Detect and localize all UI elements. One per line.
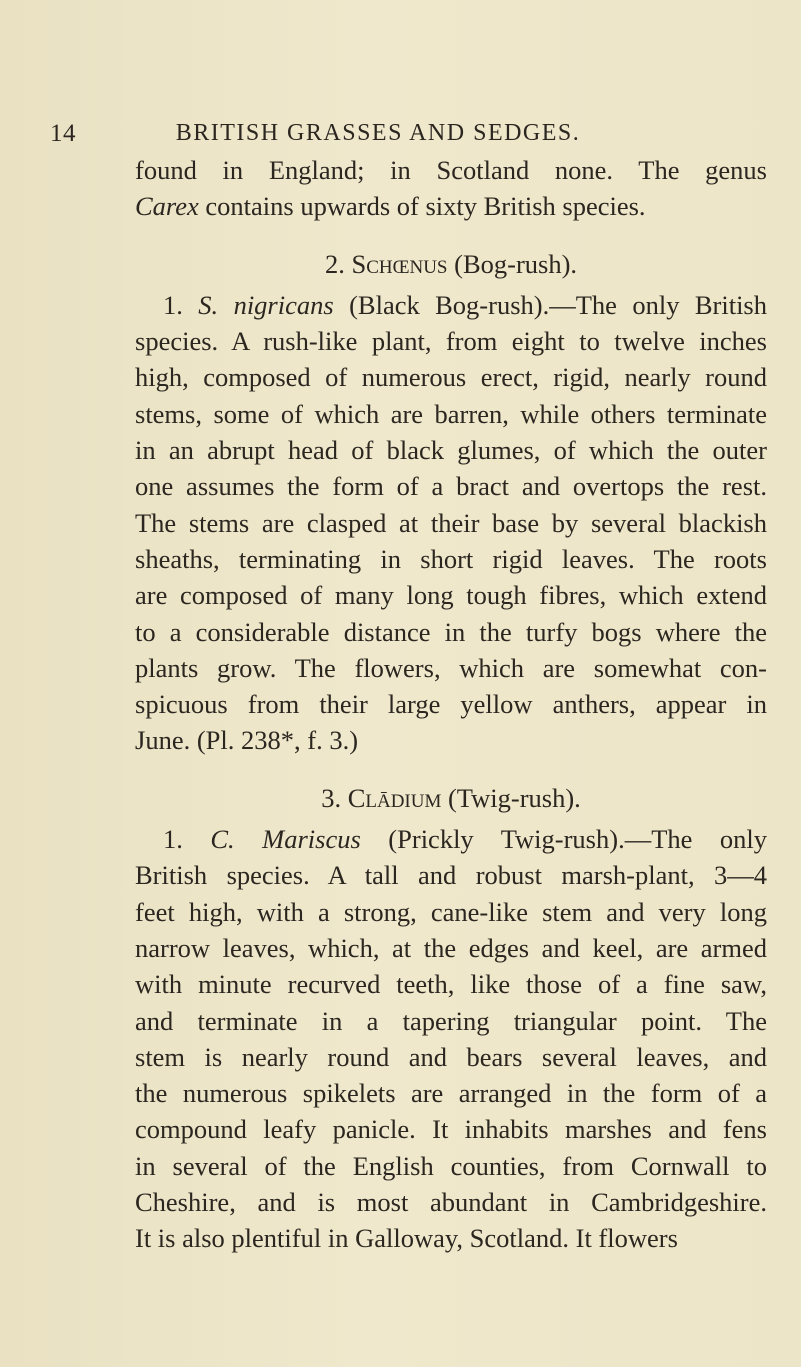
- text-line: to a considerable distance in the turfy bogs where the: [135, 616, 767, 647]
- text-line: narrow leaves, which, at the edges and keel, are armed: [135, 932, 767, 963]
- genus-number: 2.: [324, 248, 345, 279]
- text-line: in several of the English counties, from Cornwall to: [135, 1150, 767, 1181]
- genus-name: Clādium: [347, 782, 442, 813]
- text-line: the numerous spikelets are arranged in the form of a: [135, 1078, 767, 1109]
- text-line: found in England; in Scotland none. The genus: [135, 155, 767, 185]
- text-line: and terminate in a tapering triangular point. The: [135, 1005, 767, 1036]
- text-line: are composed of many long tough fibres, which extend: [135, 580, 767, 611]
- text-line: June. (Pl. 238*, f. 3.): [135, 725, 359, 756]
- text-line: 1. S. nigricans (Black Bog-rush).—The only British: [163, 289, 767, 320]
- text-line: stems, some of which are barren, while others terminate: [135, 398, 767, 429]
- text-line: 1. C. Mariscus (Prickly Twig-rush).—The only: [163, 824, 767, 855]
- text-line: The stems are clasped at their base by several blackish: [135, 507, 767, 538]
- text-line: plants grow. The flowers, which are somewhat con-: [135, 652, 767, 683]
- page-number: 14: [50, 120, 76, 147]
- text-line: species. A rush-like plant, from eight to twelve inches: [135, 326, 767, 357]
- page-header: [0, 114, 801, 154]
- running-title: BRITISH GRASSES AND SEDGES.: [175, 120, 581, 146]
- text-line: spicuous from their large yellow anthers, appear in: [135, 689, 767, 720]
- text-line: one assumes the form of a bract and overtops the rest.: [135, 471, 767, 502]
- text-line: stem is nearly round and bears several leaves, and: [135, 1041, 767, 1072]
- genus-common-name: (Bog-rush).: [454, 248, 578, 279]
- text-line: compound leafy panicle. It inhabits marshes and fens: [135, 1114, 767, 1145]
- genus-number: 3.: [321, 782, 342, 813]
- text-line: feet high, with a strong, cane-like stem and very long: [135, 896, 767, 927]
- genus-heading-cladium: [135, 780, 767, 816]
- text-line: It is also plentiful in Galloway, Scotland. It flowers: [135, 1223, 678, 1254]
- scientific-name: S. nigricans: [198, 289, 334, 320]
- species-paragraph-cladium-mariscus: [135, 821, 767, 1257]
- text-line: with minute recurved teeth, like those of a fine saw,: [135, 969, 767, 1000]
- text-line: sheaths, terminating in short rigid leaves. The roots: [135, 543, 767, 574]
- intro-paragraph: [135, 152, 767, 225]
- genus-common-name: (Twig-rush).: [447, 782, 581, 813]
- text-line: high, composed of numerous erect, rigid, nearly round: [135, 362, 767, 393]
- scientific-name: C. Mariscus: [210, 824, 361, 855]
- species-paragraph-schoenus-nigricans: [135, 287, 767, 759]
- text-line: Cheshire, and is most abundant in Cambridgeshire.: [135, 1187, 767, 1218]
- text-line: in an abrupt head of black glumes, of which the outer: [135, 435, 767, 466]
- text-line: Carex contains upwards of sixty British species.: [135, 191, 646, 222]
- genus-name: Schœnus: [351, 248, 448, 279]
- scientific-name: Carex: [135, 191, 199, 222]
- page-body: [135, 152, 767, 1257]
- text-line: British species. A tall and robust marsh-plant, 3—4: [135, 860, 767, 891]
- genus-heading-schoenus: [135, 246, 767, 282]
